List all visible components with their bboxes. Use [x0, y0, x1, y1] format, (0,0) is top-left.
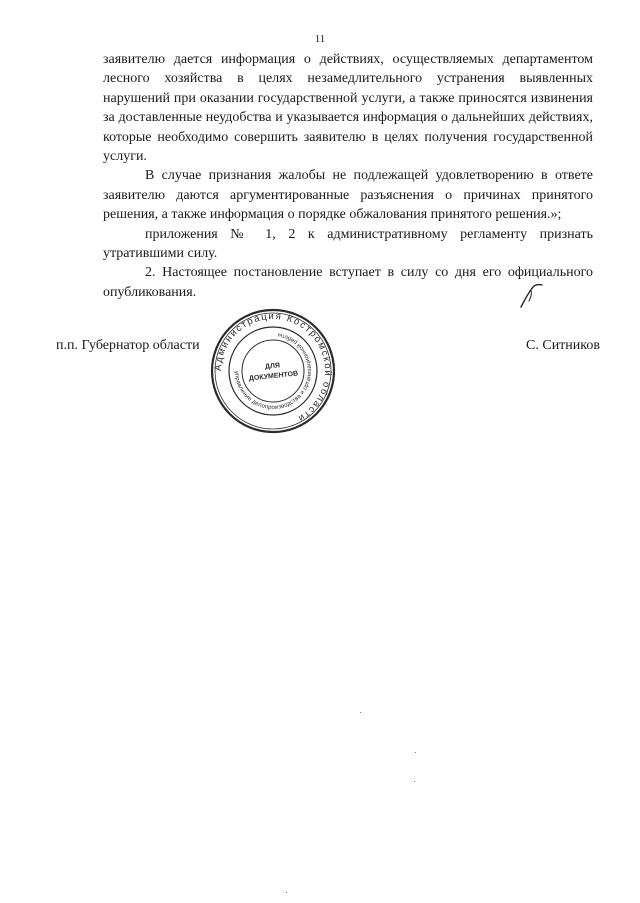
paragraph-complaint-rejected: В случае признания жалобы не подлежащей удовлетворению в ответе заявителю даются аргументированные разъяснения о причинах принятого решения, а также информация о порядке обжалования принятого решения.»; — [103, 168, 593, 223]
document-body — [103, 50, 593, 302]
signatory-role: п.п. Губернатор области — [56, 338, 200, 353]
stamp-center-line1: ДЛЯ — [264, 362, 281, 371]
scan-speck — [415, 752, 416, 753]
page-number: 11 — [314, 33, 326, 45]
handwritten-signature-mark — [518, 283, 546, 309]
scan-speck — [286, 892, 287, 893]
scan-speck — [414, 781, 415, 782]
scan-speck — [360, 712, 361, 713]
stamp-outer-text: Администрация Костромской области — [212, 310, 334, 425]
signatory-name: С. Ситников — [526, 338, 600, 353]
stamp-inner-text: управление делопроизводства и организационной работы — [232, 331, 314, 412]
paragraph-appendices-void: приложения № 1, 2 к административному регламенту признать утратившими силу. — [103, 226, 593, 262]
paragraph-complaint-satisfied: заявителю дается информация о действиях, осуществляемых департаментом лесного хозяйства в целях незамедлительного устранения выявленных нарушений при оказании государственной услуги, а также приносятся извинения за доставленные неудобства и указывается информация о дальнейших действиях, которые необходимо совершить заявителю в целях получения государственной услуги. — [103, 52, 593, 165]
stamp-center-line2: ДОКУМЕНТОВ — [248, 370, 299, 383]
official-seal-stamp — [210, 308, 336, 434]
paragraph-effective-date: 2. Настоящее постановление вступает в силу со дня его официального опубликования. — [103, 265, 593, 300]
